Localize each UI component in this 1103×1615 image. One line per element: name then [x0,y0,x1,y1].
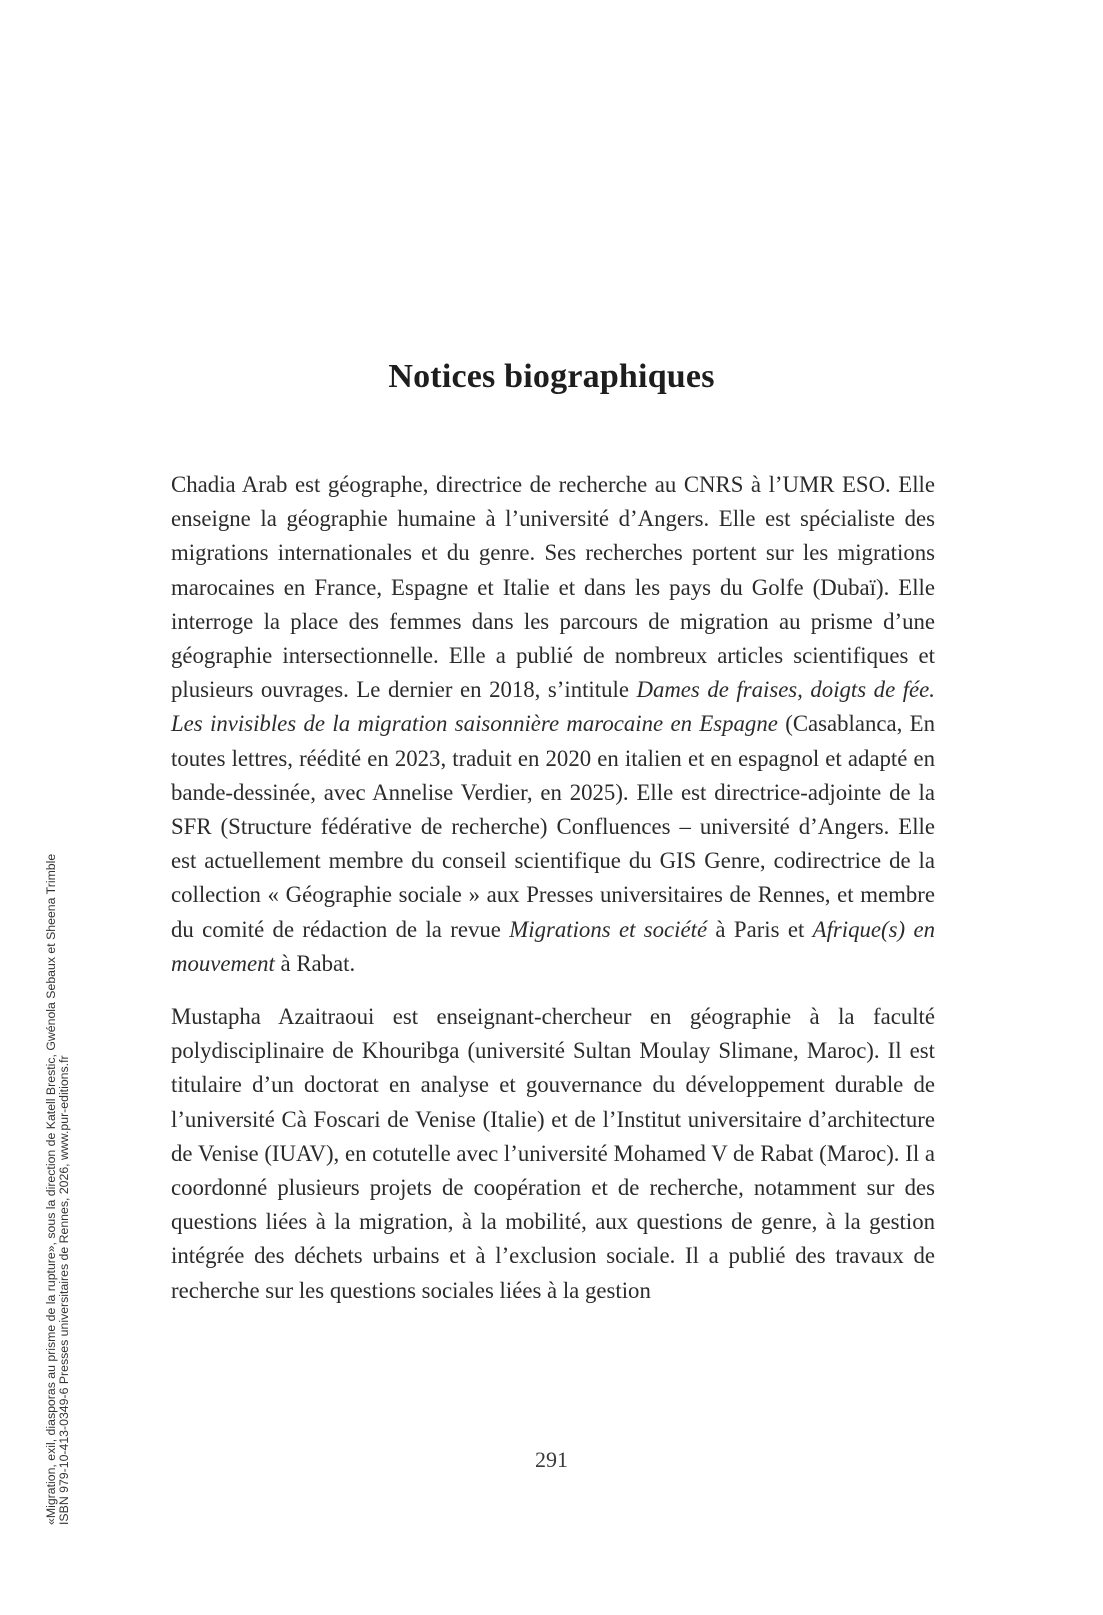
copyright-side-note [45,705,71,1525]
page-title: Notices biographiques [388,358,715,395]
bio-text: à Paris et [707,916,813,942]
side-note-line: ISBN 979-10-413-0349-6 Presses universitaires de Rennes, 2026, www.pur-editions.fr [57,1055,71,1525]
page-number: 291 [535,1447,568,1472]
bio-text: à Rabat. [274,950,356,976]
journal-title: Migrations et société [509,916,708,942]
journal-title: Afrique(s) en mouvement [171,916,935,976]
bio-text: (Casablanca, En toutes lettres, réédité en 2023, traduit en 2020 en italien et en espagnol et adapté en bande-dessinée, avec Annelise Verdier, en 2025). Elle est directrice-adjointe de la SFR (Structure fédérative de recherche) Confluences – université d’Angers. Elle est actuellement membre du conseil scientifique du GIS Genre, codirectrice de la collection « Géographie sociale » aux Presses universitaires de Rennes, et membre du comité de rédaction de la revue [171,711,936,942]
biography-chadia-arab [171,468,935,981]
biography-mustapha-azaitraoui [171,1000,935,1308]
book-title: Dames de fraises, doigts de fée. Les invisibles de la migration saisonnière marocaine en Espagne [171,677,935,737]
side-note-line: «Migration, exil, diasporas au prisme de la rupture», sous la direction de Katell Brestic, Gwénola Sebaux et Sheena Trimble [44,853,58,1525]
biographies [171,468,935,1327]
bio-text: Chadia Arab est géographe, directrice de recherche au CNRS à l’UMR ESO. Elle enseigne la géographie humaine à l’université d’Angers. Elle est spécialiste des migrations internationales et du genre. Ses recherches portent sur les migrations marocaines en France, Espagne et Italie et dans les pays du Golfe (Dubaï). Elle interroge la place des femmes dans les parcours de migration au prisme d’une géographie intersectionnelle. Elle a publié de nombreux articles scientifiques et plusieurs ouvrages. Le dernier en 2018, s’intitule [171,472,935,703]
bio-text: Mustapha Azaitraoui est enseignant-chercheur en géographie à la faculté polydisciplinaire de Khouribga (université Sultan Moulay Slimane, Maroc). Il est titulaire d’un doctorat en analyse et gouvernance du développement durable de l’université Cà Foscari de Venise (Italie) et de l’Institut universitaire d’architecture de Venise (IUAV), en cotutelle avec l’université Mohamed V de Rabat (Maroc). Il a coordonné plusieurs projets de coopération et de recherche, notamment sur des questions liées à la migration, à la mobilité, aux questions de genre, à la gestion intégrée des déchets urbains et à l’exclusion sociale. Il a publié des travaux de recherche sur les questions sociales liées à la gestion [171,1004,935,1303]
